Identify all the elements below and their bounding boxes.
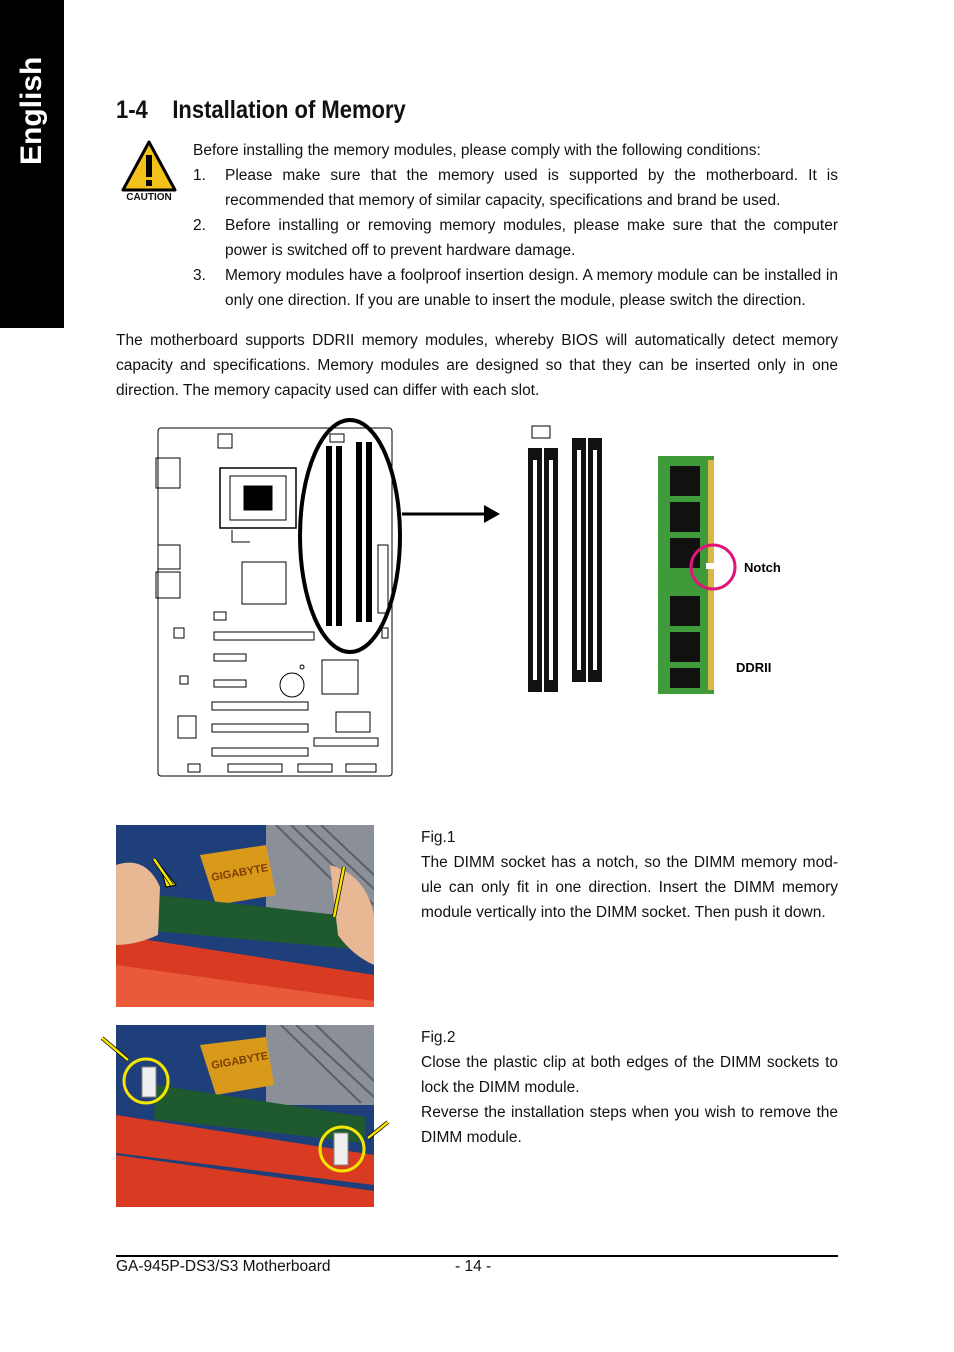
section-title — [116, 96, 406, 125]
caution-item-2 — [193, 213, 838, 263]
section-title-text: Installation of Memory — [172, 96, 406, 124]
notch-label: Notch — [744, 560, 781, 575]
caution-intro: Before installing the memory modules, please comply with the following conditions: — [193, 142, 761, 159]
fig1-text: The DIMM socket has a notch, so the DIMM memory mod-ule can only fit in one direction. Insert the DIMM memory module vertically into the DIMM socket. Then push it down. — [421, 854, 838, 921]
fig2-text2: Reverse the installation steps when you wish to remove the DIMM module. — [421, 1104, 838, 1146]
fig1-photo — [116, 825, 374, 1007]
caution-item-text: Please make sure that the memory used is supported by the motherboard. It is recommended that memory of similar capacity, specifications and brand be used. — [225, 167, 838, 209]
zoom-arrow — [402, 505, 500, 523]
fig2-text: Close the plastic clip at both edges of the DIMM sockets to lock the DIMM module. — [421, 1054, 838, 1096]
board-dimm-slots — [326, 442, 372, 626]
fig2-title: Fig.2 — [421, 1029, 456, 1046]
dimm-highlight-ellipse — [300, 420, 400, 652]
caution-item-number: 1. — [193, 167, 206, 184]
caution-item-1 — [193, 163, 838, 213]
section-number: 1-4 — [116, 96, 148, 124]
ddrii-module — [658, 456, 735, 694]
fig2-arrows — [96, 1030, 396, 1140]
heatsink-brand-text: GIGABYTE — [210, 862, 270, 884]
caution-item-3 — [193, 263, 838, 313]
caution-item-number: 3. — [193, 267, 206, 284]
caution-item-text: Before installing or removing memory modules, please make sure that the computer power is switched off to prevent hardware damage. — [225, 217, 838, 259]
memory-diagram — [150, 410, 840, 790]
caution-item-text: Memory modules have a foolproof insertion design. A memory module can be installed in only one direction. If you are unable to insert the module, please switch the direction. — [225, 267, 838, 309]
zoomed-dimm-slots — [528, 426, 602, 692]
ddrii-label: DDRII — [736, 660, 772, 675]
language-tab-label: English — [15, 56, 48, 165]
heatsink-brand-text: GIGABYTE — [210, 1050, 270, 1072]
caution-label: CAUTION — [126, 192, 172, 203]
page-number: - 14 - — [455, 1258, 492, 1275]
fig2-caption — [421, 1025, 838, 1150]
footer-model: GA-945P-DS3/S3 Motherboard — [116, 1258, 331, 1275]
fig1-title: Fig.1 — [421, 829, 456, 846]
fig1-caption — [421, 825, 838, 925]
language-tab — [0, 0, 64, 328]
body-paragraph: The motherboard supports DDRII memory modules, whereby BIOS will automatically detect memory capacity and specifications. Memory modules are designed so that they can be inserted only in one direction. The memory capacity used can differ with each slot. — [116, 332, 838, 399]
caution-item-number: 2. — [193, 217, 206, 234]
